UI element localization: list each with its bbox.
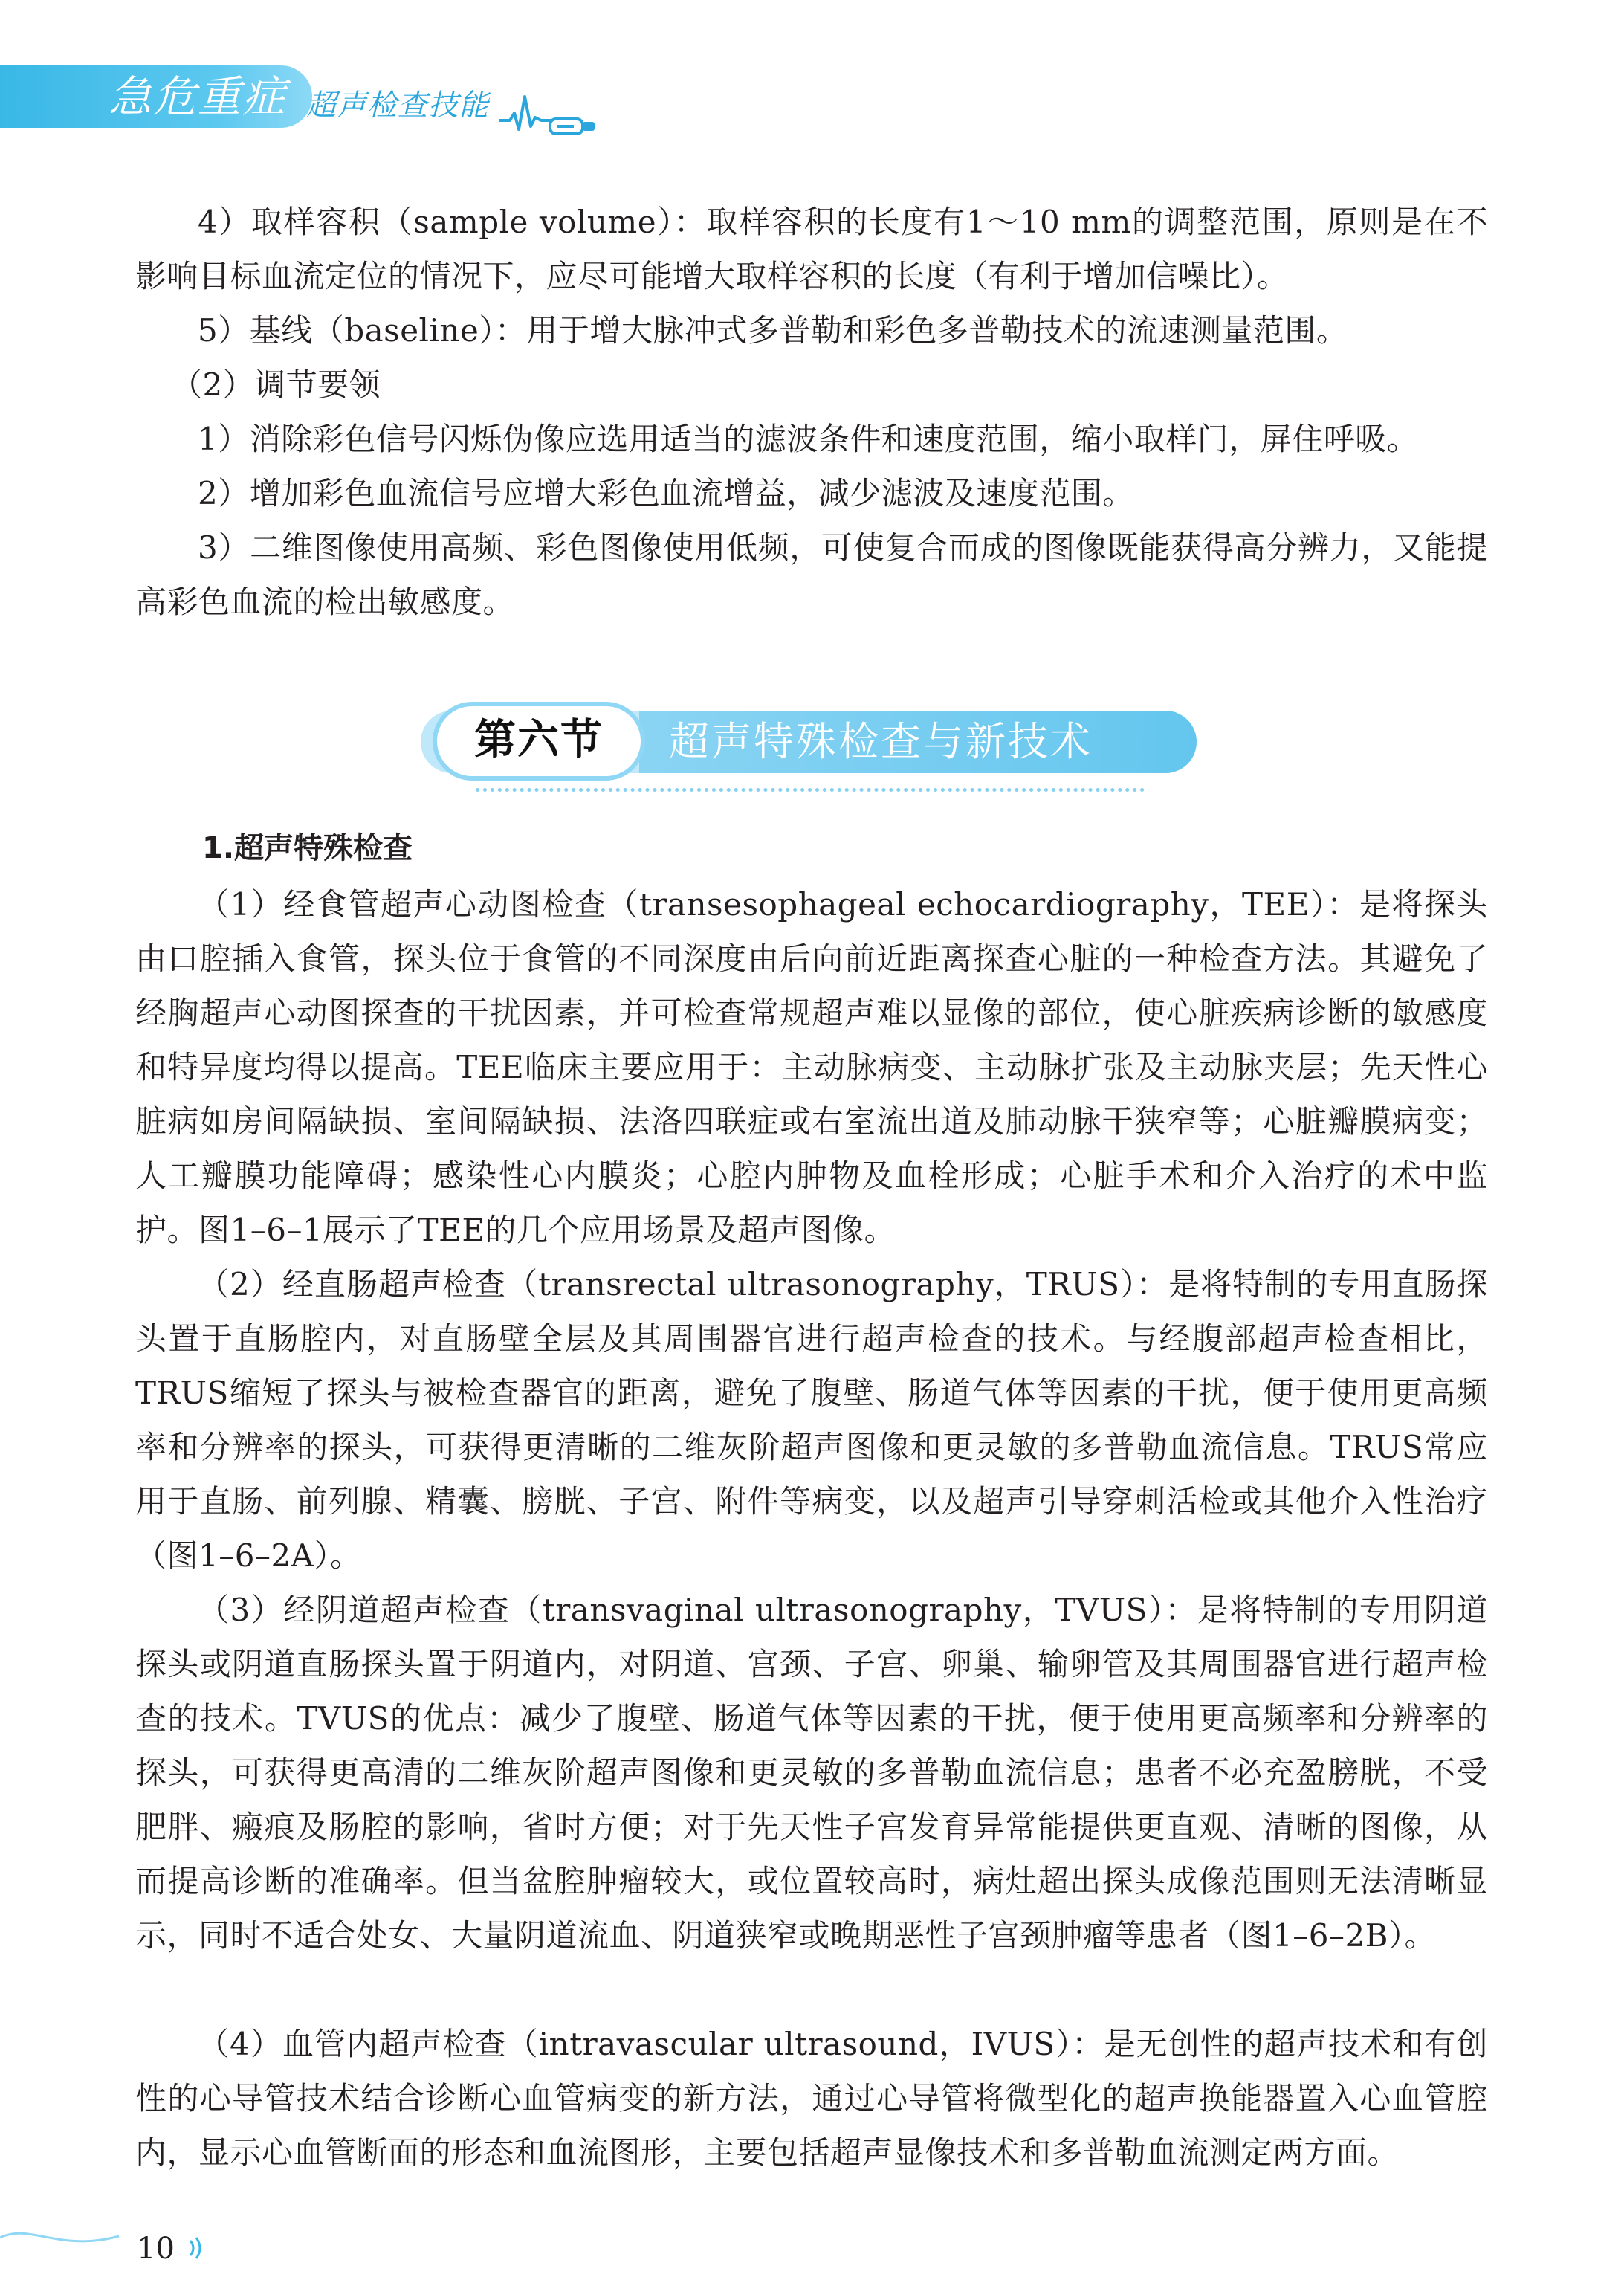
sound-wave-icon <box>186 2235 208 2261</box>
heartbeat-wave-icon <box>499 91 551 135</box>
section-title: 超声特殊检查与新技术 <box>669 718 1093 765</box>
ultrasound-probe-icon <box>549 116 599 137</box>
paragraph: 2）增加彩色血流信号应增大彩色血流增益，减少滤波及速度范围。 <box>198 475 1134 511</box>
section-number: 第六节 <box>433 702 645 781</box>
footer-wave-decoration <box>0 2215 126 2260</box>
header-series-title: 急危重症 <box>109 71 288 122</box>
paragraph: （3）经阴道超声检查（transvaginal ultrasonography，TVUS）：是将特制的专用阴道探头或阴道直肠探头置于阴道内，对阴道、宫颈、子宫、卵巢、输卵管及其周围器官进行超声检查的技术。TVUS的优点：减少了腹壁、肠道气体等因素的干扰，便于使用更高频率和分辨率的探头，可获得更高清的二维灰阶超声图像和更灵敏的多普勒血流信息；患者不必充盈膀胱，不受肥胖、瘢痕及肠腔的影响，省时方便；对于先天性子宫发育异常能提供更直观、清晰的图像，从而提高诊断的准确率。但当盆腔肿瘤较大，或位置较高时，病灶超出探头成像范围则无法清晰显示，同时不适合处女、大量阴道流血、阴道狭窄或晚期恶性子宫颈肿瘤等患者（图1–6–2B）。 <box>135 1592 1488 1954</box>
page-number: 10 <box>137 2232 175 2266</box>
header-book-title: 超声检查技能 <box>306 88 489 123</box>
subsection-heading: （2）调节要领 <box>171 366 381 403</box>
paragraph: （4）血管内超声检查（intravascular ultrasound，IVUS）：是无创性的超声技术和有创性的心导管技术结合诊断心血管病变的新方法，通过心导管将微型化的超声换能器置入心血管腔内，显示心血管断面的形态和血流图形，主要包括超声显像技术和多普勒血流测定两方面。 <box>135 2026 1488 2171</box>
paragraph: （1）经食管超声心动图检查（transesophageal echocardiography，TEE）：是将探头由口腔插入食管，探头位于食管的不同深度由后向前近距离探查心脏的一种检查方法。其避免了经胸超声心动图探查的干扰因素，并可检查常规超声难以显像的部位，使心脏疾病诊断的敏感度和特异度均得以提高。TEE临床主要应用于：主动脉病变、主动脉扩张及主动脉夹层；先天性心脏病如房间隔缺损、室间隔缺损、法洛四联症或右室流出道及肺动脉干狭窄等；心脏瓣膜病变；人工瓣膜功能障碍；感染性心内膜炎；心腔内肿物及血栓形成；心脏手术和介入治疗的术中监护。图1–6–1展示了TEE的几个应用场景及超声图像。 <box>135 886 1488 1248</box>
paragraph: 5）基线（baseline）：用于增大脉冲式多普勒和彩色多普勒技术的流速测量范围。 <box>198 312 1348 349</box>
section-divider <box>476 788 1145 792</box>
paragraph: 1）消除彩色信号闪烁伪像应选用适当的滤波条件和速度范围，缩小取样门，屏住呼吸。 <box>198 421 1419 457</box>
paragraph: （2）经直肠超声检查（transrectal ultrasonography，TRUS）：是将特制的专用直肠探头置于直肠腔内，对直肠壁全层及其周围器官进行超声检查的技术。与经腹部超声检查相比，TRUS缩短了探头与被检查器官的距离，避免了腹壁、肠道气体等因素的干扰，便于使用更高频率和分辨率的探头，可获得更清晰的二维灰阶超声图像和更灵敏的多普勒血流信息。TRUS常应用于直肠、前列腺、精囊、膀胱、子宫、附件等病变，以及超声引导穿刺活检或其他介入性治疗（图1–6–2A）。 <box>135 1266 1488 1574</box>
paragraph: 4）取样容积（sample volume）：取样容积的长度有1～10 mm的调整范围，原则是在不影响目标血流定位的情况下，应尽可能增大取样容积的长度（有利于增加信噪比）。 <box>135 204 1488 294</box>
subheading: 1.超声特殊检查 <box>202 831 413 865</box>
paragraph: 3）二维图像使用高频、彩色图像使用低频，可使复合而成的图像既能获得高分辨力，又能提高彩色血流的检出敏感度。 <box>135 529 1488 620</box>
